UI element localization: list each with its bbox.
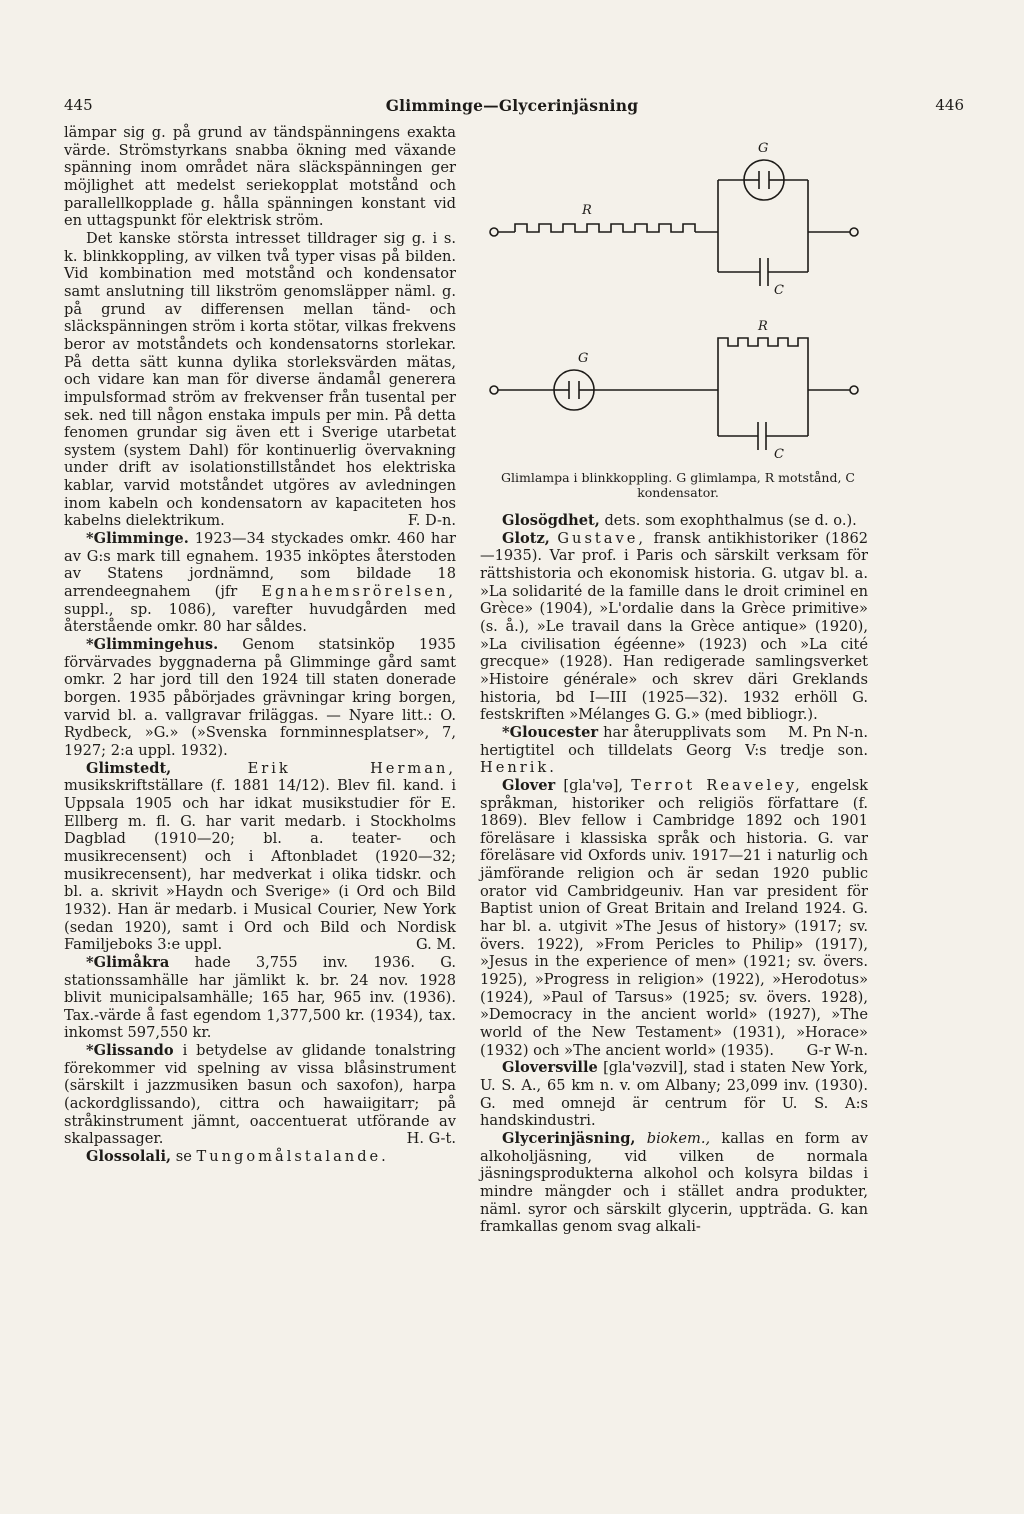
birth-date: 14/12	[277, 777, 320, 795]
entry-text: 1923—34 styckades omkr. 460 har av G:s mark till egnahem. 1935 inköptes återstoden av Statens jordnämnd, som bildade 18 arrendeegnahem (jfr	[64, 530, 457, 601]
headword: Glossolali,	[86, 1148, 172, 1166]
author-signature: M. Pn N-n.	[788, 723, 868, 741]
person-name: Terrot Reaveley,	[631, 776, 803, 794]
entry-glover	[480, 777, 868, 1060]
label-r2: R	[758, 319, 768, 334]
person-name: Henrik.	[480, 759, 557, 777]
right-column	[480, 512, 868, 1236]
paragraph-blinkkoppling	[64, 230, 456, 530]
terminal-right-2	[850, 386, 858, 394]
entry-text: se	[175, 1148, 192, 1166]
subject-label: biokem.,	[646, 1129, 711, 1147]
entry-text: suppl., sp. 1086), varefter huvudgården med återstående omkr. 80 har såldes.	[64, 600, 456, 636]
headword: *Glimminge.	[86, 530, 189, 548]
headword: *Gloucester	[502, 723, 599, 741]
label-g2: G	[578, 351, 589, 366]
headword: Glycerinjäsning,	[502, 1129, 636, 1147]
entry-text: i betydelse av glidande tonalstring förekommer vid spelning av vissa blåsinstrument (särskilt i jazzmusiken basun och saxofon), harpa (ackordglissando), cittra och hawaiigitarr; på stråkinstrument jämnt, oaccentuerat utförande av skalpassager.	[64, 1042, 456, 1148]
resistor-r2	[718, 338, 808, 346]
headword: *Glimåkra	[86, 953, 170, 971]
entry-glycerinjasning	[480, 1130, 868, 1236]
circuit-diagrams	[470, 140, 890, 470]
author-signature: H. G-t.	[406, 1130, 456, 1148]
figure-caption: Glimlampa i blinkkoppling. G glimlampa, R motstånd, C kondensator.	[500, 470, 855, 500]
entry-text: engelsk språkman, historiker och religiös författare (f. 1869). Blev fellow i Cambridge 1892 och 1901 föreläsare i klassiska språk och historia. G. var föreläsare vid Oxfords univ. 1917—21 i naturlig och jämförande religion och är sedan 1920 public orator vid Cambridgeuniv. Han var president för Baptist union of Great Britain and Ireland 1924. G. har bl. a. utgivit »The Jesus of history» (1917; sv. övers. 1922), »From Pericles to Philip» (1917), »Jesus in the experience of men» (1921; sv. övers. 1925), »Progress in religion» (1922), »Herodotus» (1924), »Paul of Tarsus» (1925; sv. övers. 1928), »Democracy in the ancient world» (1927), »The world of the New Testament» (1931), »Horace» (1932) och »The ancient world» (1935).	[480, 776, 869, 1059]
resistor-r1	[515, 224, 695, 232]
entry-glosogdhet	[480, 512, 868, 530]
headword: Glotz,	[502, 529, 550, 547]
entry-glimmingehus	[64, 636, 456, 760]
paragraph-text: Det kanske största intresset tilldrager sig g. i s. k. blinkkoppling, av vilken två typer visas på bilden. Vid kombination med motstånd och kondensator samt anslutning till likström genomsläpper näml. g. på grund av differensen mellan tänd- och släckspänningen ström i korta stötar, vilkas frekvens beror av motståndets och kondensatorns storlekar. På detta sätt kunna dylika storleksvärden mätas, och vidare kan man för diverse ändamål generera impulsformad ström av frekvenser från tusental per sek. ned till någon enstaka impuls per min. På detta fenomen grundar sig även ett i Sverige utarbetat system (system Dahl) för kontinuerlig övervakning under drift av isolationstillståndet hos elektriska kablar, varvid motståndet utgöres av avledningen inom kabeln och kondensatorn av kapaciteten hos kabelns dielektrikum.	[64, 229, 456, 530]
page-number-right: 446	[935, 96, 964, 114]
terminal-left-2	[490, 386, 498, 394]
entry-text: musikskriftställare (f. 1881	[64, 777, 271, 795]
entry-text: Genom statsinköp 1935 förvärvades byggnaderna på Glimminge gård samt omkr. 2 har jord till den 1924 till staten donerade borgen. 1935 påbörjades grävningar kring borgen, varvid bl. a. vallgravar friläggas. — Nyare litt.: O. Rydbeck, »G.» (»Svenska fornminnesplatser», 7, 1927; 2:a uppl. 1932).	[64, 636, 456, 759]
entry-glimakra	[64, 954, 456, 1042]
terminal-left-1	[490, 228, 498, 236]
entry-text: [gla'vəzvil], stad i staten New York, U. S. A., 65 km n. v. om Albany; 23,099 inv. (1930). G. med omnejd är centrum för U. S. A:s handskindustri.	[480, 1059, 868, 1130]
person-name: Erik Herman,	[247, 759, 457, 777]
author-signature: F. D-n.	[407, 512, 456, 530]
cross-reference: Tungomålstalande.	[196, 1148, 389, 1166]
label-r1: R	[582, 203, 592, 218]
headword: Glosögdhet,	[502, 512, 600, 529]
paragraph-text: lämpar sig g. på grund av tändspänningens exakta värde. Strömstyrkans snabba ökning med växande spänning inom området nära släckspänningen ger möjlighet att medelst seriekopplat motstånd och parallellkopplade g. hålla spänningen konstant vid en uttagspunkt för elektrisk ström.	[64, 124, 456, 230]
running-title: Glimminge—Glycerinjäsning	[385, 96, 639, 115]
author-signature: G. M.	[416, 936, 456, 954]
entry-text: dets. som exophthalmus (se d. o.).	[604, 512, 857, 529]
person-name: Gustave,	[557, 529, 647, 547]
entry-text: har återupplivats som hertigtitel och tilldelats Georg V:s tredje son.	[480, 723, 868, 759]
entry-glossolali	[64, 1148, 456, 1166]
page-number-left: 445	[64, 96, 93, 114]
pronunciation: [gla'və],	[563, 776, 624, 794]
entry-text: ). Blev fil. kand. i Uppsala 1905 och har idkat musikstudier för E. Ellberg m. fl. G. har varit medarb. i Stockholms Dagblad (1910—20; bl. a. teater- och musikrecensent) och i Aftonbladet (1920—32; musikrecensent), har medverkat i olika tidskr. och bl. a. skrivit »Haydn och Sverige» (i Ord och Bild 1932). Han är medarb. i Musical Courier, New York (sedan 1920), samt i Ord och Bild och Nordisk Familjeboks 3:e uppl.	[64, 777, 456, 954]
left-column	[64, 124, 456, 1166]
label-c1: C	[774, 283, 784, 298]
cross-reference: Egnahemsrörelsen,	[261, 583, 457, 601]
label-g1: G	[758, 141, 769, 156]
entry-glimminge	[64, 530, 456, 636]
headword: Glover	[502, 776, 556, 794]
headword: Glimstedt,	[86, 759, 172, 777]
entry-text: fransk antikhistoriker (1862—1935). Var prof. i Paris och särskilt verksam för rättshistoria och ekonomisk historia. G. utgav bl. a. »La solidarité de la famille dans le droit criminel en Grèce» (1904), »L'ordalie dans la Grèce primitive» (s. å.), »Le travail dans la Grèce antique» (1920), »La civilisation égéenne» (1923) och »La cité grecque» (1928). Han redigerade samlingsverket »Histoire générale» och skrev däri Greklands historia, bd I—III (1925—32). 1932 erhöll G. festskriften »Mélanges G. G.» (med bibliogr.).	[480, 529, 869, 724]
circuit-figure	[470, 140, 890, 502]
entry-glissando	[64, 1042, 456, 1148]
paragraph-continuation	[64, 124, 456, 230]
entry-gloversville	[480, 1059, 868, 1130]
headword: *Glissando	[86, 1042, 174, 1060]
headword: *Glimmingehus.	[86, 636, 219, 654]
label-c2: C	[774, 447, 784, 462]
terminal-right-1	[850, 228, 858, 236]
author-signature: G-r W-n.	[806, 1041, 868, 1059]
entry-text: hade 3,755 inv. 1936. G. stationssamhälle har jämlikt k. br. 24 nov. 1928 blivit municipalsamhälle; 165 har, 965 inv. (1936). Tax.-värde å fast egendom 1,377,500 kr. (1934), tax. inkomst 597,550 kr.	[64, 953, 457, 1042]
entry-glimstedt	[64, 760, 456, 954]
entry-text: kallas en form av alkoholjäsning, vid vilken de normala jäsningsprodukterna alkohol och kolsyra bildas i mindre mängder och i stället andra produkter, näml. syror och särskilt glycerin, uppträda. G. kan framkallas genom svag alkali-	[480, 1129, 869, 1236]
headword: Gloversville	[502, 1059, 598, 1077]
